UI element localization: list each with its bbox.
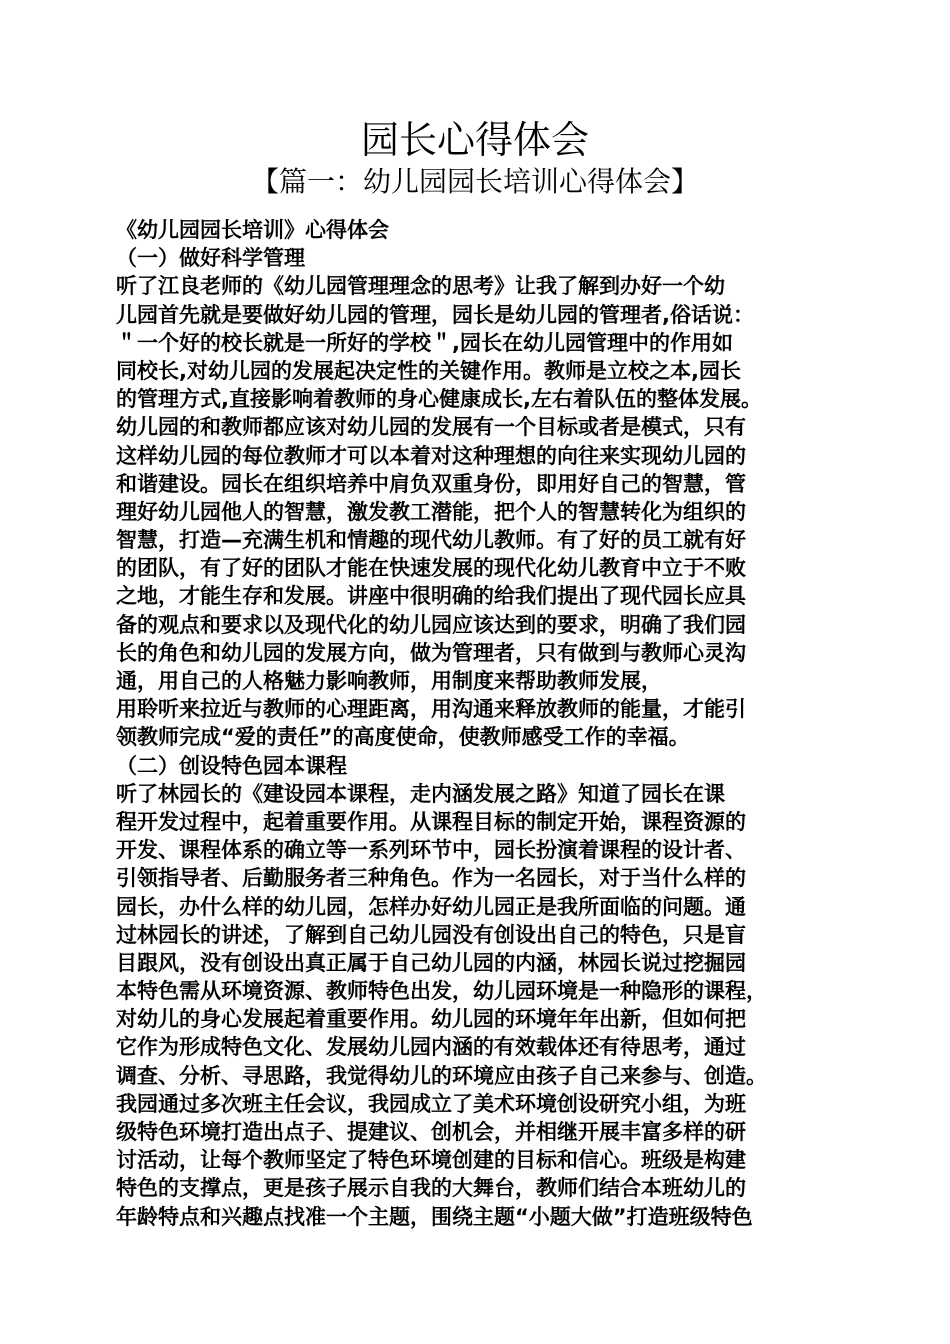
document-subtitle: 【篇一：幼儿园园长培训心得体会】	[250, 165, 699, 198]
text-line: 和谐建设。园长在组织培养中肩负双重身份，即用好自己的智慧，管	[116, 471, 746, 496]
text-line: 过林园长的讲述，了解到自己幼儿园没有创设出自己的特色，只是盲	[116, 922, 746, 947]
text-line: 本特色需从环境资源、教师特色出发，幼儿园环境是一种隐形的课程，	[116, 979, 767, 1004]
text-line: ＂一个好的校长就是一所好的学校＂,园长在幼儿园管理中的作用如	[116, 330, 733, 355]
text-line: 备的观点和要求以及现代化的幼儿园应该达到的要求，明确了我们园	[116, 612, 746, 637]
text-line: 开发、课程体系的确立等一系列环节中，园长扮演着课程的设计者、	[116, 838, 746, 863]
text-line: 领教师完成“爱的责任”的高度使命，使教师感受工作的幸福。	[116, 725, 690, 750]
text-line: 调查、分析、寻思路，我觉得幼儿的环境应由孩子自己来参与、创造。	[116, 1063, 767, 1088]
text-line: 之地，才能生存和发展。讲座中很明确的给我们提出了现代园长应具	[116, 584, 746, 609]
text-line: 年龄特点和兴趣点找准一个主题，围绕主题“小题大做”打造班级特色	[116, 1204, 753, 1229]
text-line: 目跟风，没有创设出真正属于自己幼儿园的内涵，林园长说过挖掘园	[116, 950, 746, 975]
text-line: （二）创设特色园本课程	[116, 753, 347, 778]
text-line: 同校长,对幼儿园的发展起决定性的关键作用。教师是立校之本,园长	[116, 358, 741, 383]
text-line: 用聆听来拉近与教师的心理距离，用沟通来释放教师的能量，才能引	[116, 697, 746, 722]
text-line: 我园通过多次班主任会议，我园成立了美术环境创设研究小组，为班	[116, 1091, 746, 1116]
text-line: 幼儿园的和教师都应该对幼儿园的发展有一个目标或者是模式，只有	[116, 415, 746, 440]
text-line: 听了江良老师的《幼儿园管理理念的思考》让我了解到办好一个幼	[116, 274, 725, 299]
text-line: 它作为形成特色文化、发展幼儿园内涵的有效载体还有待思考，通过	[116, 1035, 746, 1060]
document-body	[116, 216, 844, 1231]
text-line: 园长，办什么样的幼儿园，怎样办好幼儿园正是我所面临的问题。通	[116, 894, 746, 919]
text-line: 的团队，有了好的团队才能在快速发展的现代化幼儿教育中立于不败	[116, 556, 746, 581]
text-line: 这样幼儿园的每位教师才可以本着对这种理想的向往来实现幼儿园的	[116, 443, 746, 468]
text-line: （一）做好科学管理	[116, 246, 305, 271]
text-line: 讨活动，让每个教师坚定了特色环境创建的目标和信心。班级是构建	[116, 1148, 746, 1173]
text-line: 特色的支撑点，更是孩子展示自我的大舞台，教师们结合本班幼儿的	[116, 1176, 746, 1201]
text-line: 《幼儿园园长培训》心得体会	[116, 218, 389, 242]
text-line: 理好幼儿园他人的智慧，激发教工潜能，把个人的智慧转化为组织的	[116, 499, 746, 524]
text-line: 的管理方式,直接影响着教师的身心健康成长,左右着队伍的整体发展。	[116, 387, 762, 412]
text-line: 级特色环境打造出点子、提建议、创机会，并相继开展丰富多样的研	[116, 1120, 746, 1144]
text-line: 长的角色和幼儿园的发展方向，做为管理者，只有做到与教师心灵沟	[116, 640, 746, 665]
document-title: 园长心得体会	[360, 118, 589, 162]
text-line: 对幼儿的身心发展起着重要作用。幼儿园的环境年年出新，但如何把	[116, 1007, 746, 1032]
text-line: 程开发过程中，起着重要作用。从课程目标的制定开始，课程资源的	[116, 809, 746, 834]
text-line: 智慧，打造—充满生机和情趣的现代幼儿教师。有了好的员工就有好	[116, 528, 746, 553]
text-line: 通，用自己的人格魅力影响教师，用制度来帮助教师发展，	[116, 669, 662, 693]
text-line: 听了林园长的《建设园本课程，走内涵发展之路》知道了园长在课	[116, 781, 725, 806]
text-line: 儿园首先就是要做好幼儿园的管理，园长是幼儿园的管理者,俗话说：	[116, 302, 754, 327]
text-line: 引领指导者、后勤服务者三种角色。作为一名园长，对于当什么样的	[116, 866, 746, 891]
